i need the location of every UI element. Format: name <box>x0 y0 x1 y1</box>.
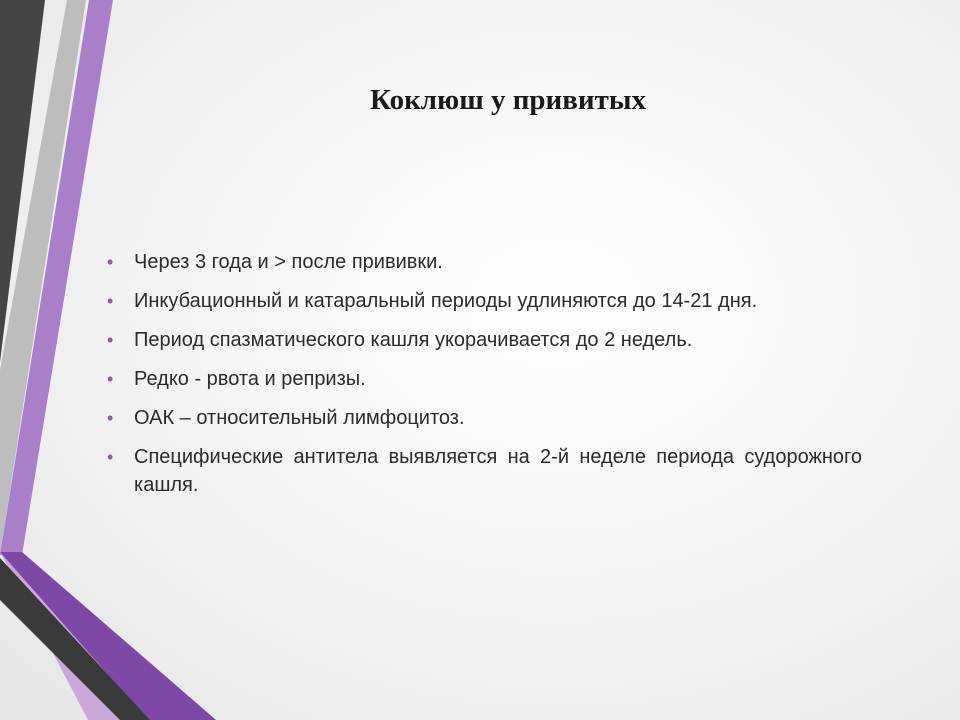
bullet-text: Инкубационный и катаральный периоды удлиняются до 14-21 дня. <box>134 290 758 312</box>
bullet-dot-icon: • <box>107 447 114 467</box>
bullet-dot-icon: • <box>107 369 114 389</box>
slide-title: Коклюш у привитых <box>369 84 646 116</box>
bullet-text: Период спазматического кашля укорачивается до 2 недель. <box>134 329 693 351</box>
bullet-item <box>107 365 862 393</box>
bullet-text: Специфические антитела выявляется на 2-й неделе периода судорожного кашля. <box>134 446 862 496</box>
bullet-dot-icon: • <box>107 252 114 272</box>
bullet-item <box>107 404 862 432</box>
bullet-text: ОАК – относительный лимфоцитоз. <box>134 407 465 429</box>
bullet-item <box>107 326 862 354</box>
bullet-item <box>107 443 862 499</box>
bullet-dot-icon: • <box>107 408 114 428</box>
bullet-dot-icon: • <box>107 291 114 311</box>
bullet-item <box>107 287 862 315</box>
bullet-text: Через 3 года и > после прививки. <box>134 251 443 273</box>
bullet-list <box>107 248 862 510</box>
bullet-text: Редко - рвота и репризы. <box>134 368 366 390</box>
bullet-item <box>107 248 862 276</box>
bullet-dot-icon: • <box>107 330 114 350</box>
